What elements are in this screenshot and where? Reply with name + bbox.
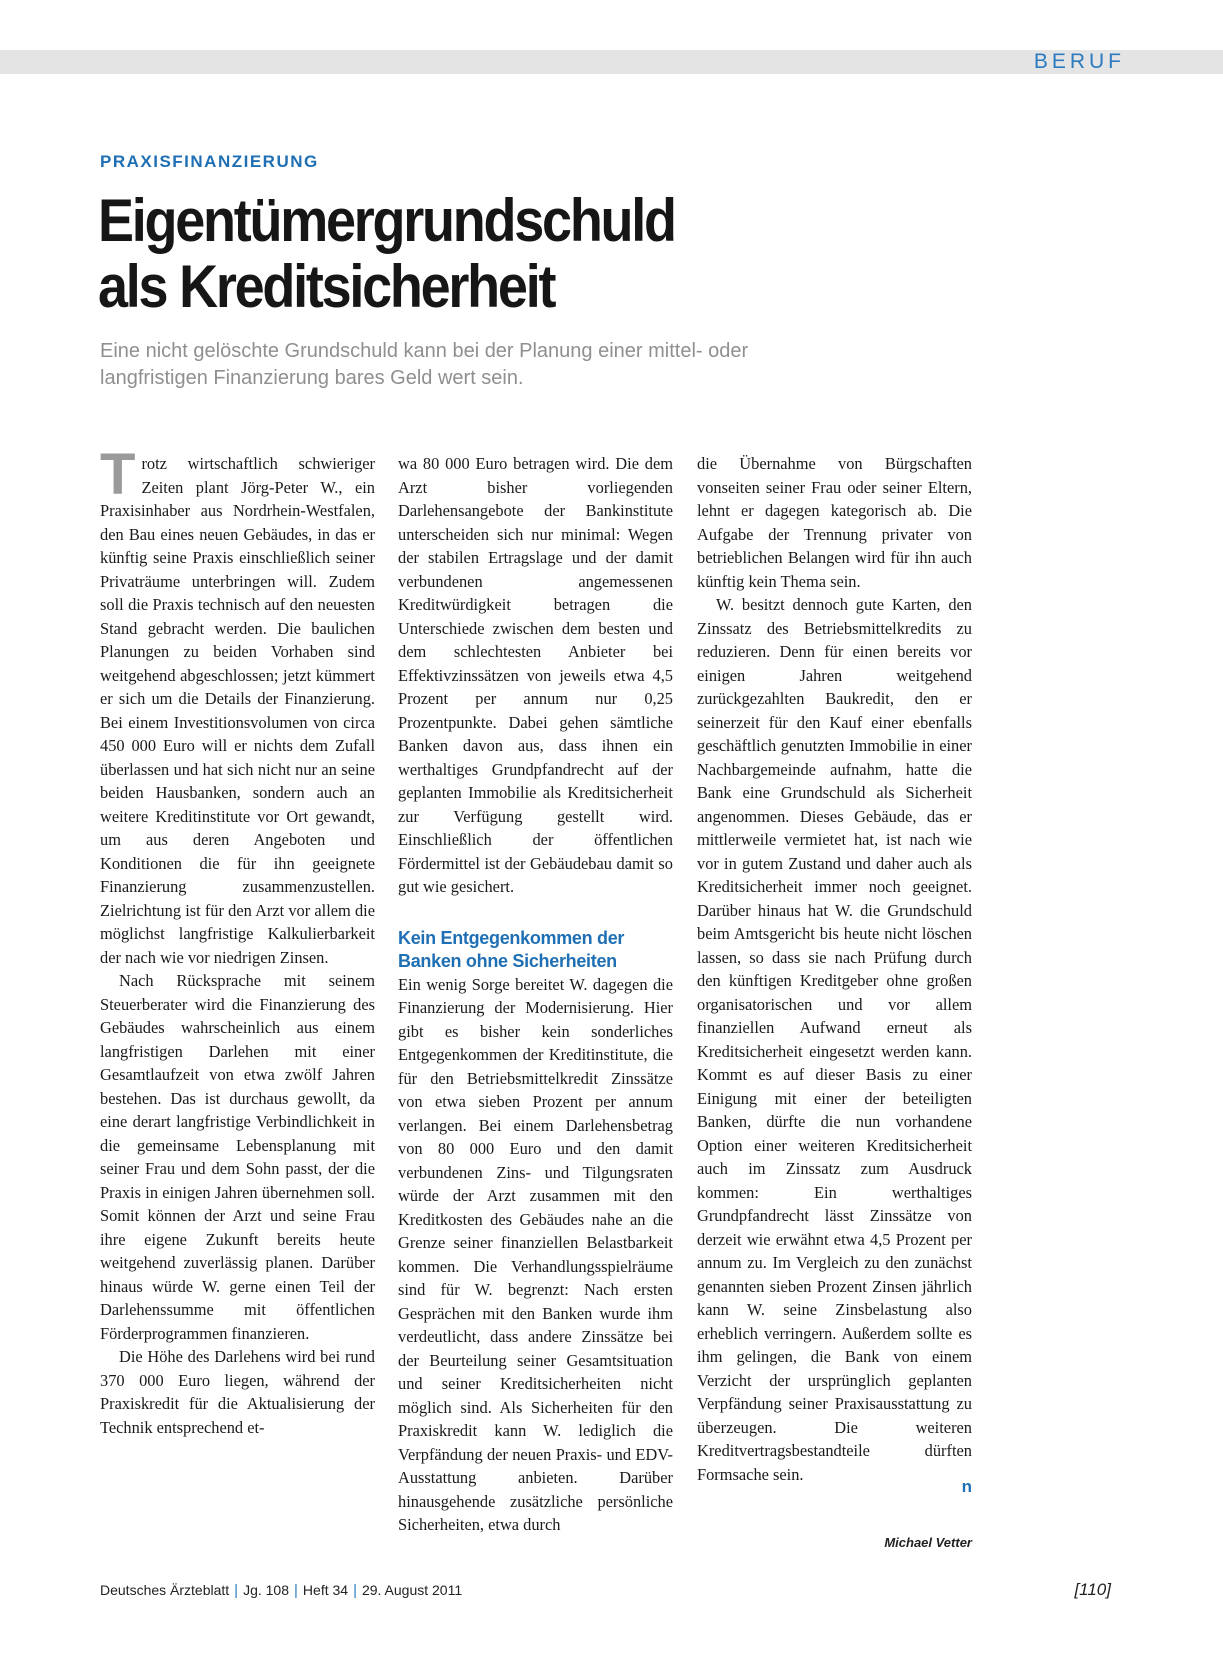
section-heading: Kein Entgegenkommen der Banken ohne Sicherheiten <box>398 927 625 971</box>
paragraph: wa 80 000 Euro betragen wird. Die dem Arzt bisher vorliegenden Darlehensangebote der Bankinstitute unterscheiden sich nur minimal: Wegen der stabilen Ertragslage und der damit verbundenen angemessenen Kreditwürdigkeit betragen die Unterschiede zwischen dem besten und dem schlechtesten Anbieter bei Effektivzinssätzen von jeweils etwa 4,5 Prozent per annum nur 0,25 Prozentpunkte. Dabei gehen sämtliche Banken davon aus, dass ihnen ein werthaltiges Grundpfandrecht auf der geplanten Immobilie als Kreditsicherheit zur Verfügung gestellt wird. Einschließlich der öffentlichen Fördermittel ist der Gebäudebau damit so gut wie gesichert. <box>398 454 673 896</box>
article-subtitle: Eine nicht gelöschte Grundschuld kann bei der Planung einer mittel- oder langfristigen Finanzierung bares Geld wert sein. <box>100 340 749 389</box>
section-label: BERUF <box>1033 50 1125 73</box>
article-column-1 <box>100 442 375 1439</box>
paragraph: Nach Rücksprache mit seinem Steuerberater wird die Finanzierung des Gebäudes wahrscheinlich aus einem langfristigen Darlehen mit einer Gesamtlaufzeit von etwa zwölf Jahren bestehen. Das ist durchaus gewollt, da eine derart langfristige Verbindlichkeit in die gemeinsame Lebensplanung mit seiner Frau und dem Sohn passt, der die Praxis in einigen Jahren übernehmen soll. Somit können der Arzt und seine Frau ihre eigene Zukunft bereits heute weitgehend zuverlässig planen. Darüber hinaus würde W. gerne einen Teil der Darlehenssumme mit öffentlichen Förderprogrammen finanzieren. <box>100 971 375 1343</box>
publication-name: Deutsches Ärzteblatt <box>100 1582 230 1598</box>
page-number: [110] <box>1074 1580 1111 1599</box>
article-column-2 <box>398 452 673 1537</box>
paragraph-text: rotz wirtschaftlich schwieriger Zeiten plant Jörg-Peter W., ein Praxisinhaber aus Nordrhein-Westfalen, den Bau eines neuen Gebäudes, in das er künftig seine Praxis einschließlich seiner Privaträume unterbringen will. Zudem soll die Praxis technisch auf den neuesten Stand gebracht werden. Die baulichen Planungen zu beiden Vorhaben sind weitgehend abgeschlossen; jetzt kümmert er sich um die Details der Finanzierung. Bei einem Investitionsvolumen von circa 450 000 Euro will er nichts dem Zufall überlassen und hat sich nicht nur an seine beiden Hausbanken, sondern auch an weitere Kreditinstitute vor Ort gewandt, um aus deren Angeboten und Konditionen die für ihn geeignete Finanzierung zusammenzustellen. Zielrichtung ist für den Arzt vor allem die möglichst langfristige Kalkulierbarkeit der nach wie vor niedrigen Zinsen. <box>100 454 375 967</box>
paragraph: die Übernahme von Bürgschaften vonseiten seiner Frau oder seiner Eltern, lehnt er dagegen kategorisch ab. Die Aufgabe der Trennung privater von betrieblichen Belangen wird für ihn auch künftig kein Thema sein. <box>697 454 972 591</box>
footer <box>100 1582 462 1599</box>
separator: | <box>353 1582 357 1599</box>
drop-cap: T <box>100 442 136 507</box>
separator: | <box>234 1582 239 1599</box>
paragraph: W. besitzt dennoch gute Karten, den Zinssatz des Betriebsmittelkredits zu reduzieren. Denn für einen bereits vor einigen Jahren weitgehend zurückgezahlten Baukredit, den er seinerzeit für den Kauf einer ebenfalls geschäftlich genutzten Immobilie in einer Nachbargemeinde aufnahm, hatte die Bank eine Grundschuld als Sicherheit angenommen. Dieses Gebäude, das er mittlerweile vermietet hat, ist nach wie vor in gutem Zustand und daher auch als Kreditsicherheit immer noch geeignet. Darüber hinaus hat W. die Grundschuld beim Amtsgericht bis heute nicht löschen lassen, so dass sie nach Prüfung durch den künftigen Kreditgeber ohne großen organisatorischen und vor allem finanziellen Aufwand erneut als Kreditsicherheit eingesetzt werden kann. Kommt es auf dieser Basis zu einer Einigung mit einer der beteiligten Banken, dürfte die nun vorhandene Option einer weiteren Kreditsicherheit auch im Zinssatz zum Ausdruck kommen: Ein werthaltiges Grundpfandrecht lässt Zinssätze von derzeit wie erwähnt etwa 4,5 Prozent per annum zu. Im Vergleich zu den zunächst genannten sieben Prozent Zinsen jährlich kann W. seine Zinsbelastung also erheblich verringern. Außerdem sollte es ihm gelingen, die Bank von einem Verzicht der ursprünglich geplanten Verpfändung seiner Praxisausstattung zu überzeugen. Die weiteren Kreditvertragsbestandteile dürften Formsache sein. <box>697 595 972 1484</box>
article-column-3 <box>697 452 972 1494</box>
separator: | <box>294 1582 298 1599</box>
end-mark: n <box>961 1477 972 1496</box>
author: Michael Vetter <box>884 1535 972 1550</box>
paragraph <box>100 442 375 969</box>
issue-date: 29. August 2011 <box>361 1582 463 1598</box>
article-title <box>98 188 728 320</box>
volume: Jg. 108 <box>243 1582 290 1598</box>
article-title-line-2: als Kreditsicherheit <box>98 253 555 320</box>
issue: Heft 34 <box>302 1582 349 1598</box>
article-title-line-1: Eigentümergrundschuld <box>98 187 675 254</box>
paragraph: Ein wenig Sorge bereitet W. dagegen die Finanzierung der Modernisierung. Hier gibt es bisher kein sonderliches Entgegenkommen der Kreditinstitute, die für den Betriebsmittelkredit Zinssätze von etwa sieben Prozent per annum verlangen. Bei einem Darlehensbetrag von 80 000 Euro und den damit verbundenen Zins- und Tilgungsraten würde der Arzt zusammen mit den Kreditkosten des Gebäudes nahe an die Grenze seiner finanziellen Belastbarkeit kommen. Die Verhandlungsspielräume sind für W. begrenzt: Nach ersten Gesprächen mit den Banken wurde ihm verdeutlicht, dass andere Zinssätze bei der Beurteilung seiner Gesamtsituation und seiner Kreditsicherheiten nicht möglich sind. Als Sicherheiten für den Praxiskredit kann W. lediglich die Verpfändung der neuen Praxis- und EDV-Ausstattung anbieten. Darüber hinausgehende zusätzliche persönliche Sicherheiten, etwa durch <box>398 974 673 1534</box>
paragraph: Die Höhe des Darlehens wird bei rund 370 000 Euro liegen, während der Praxiskredit für die Aktualisierung der Technik entsprechend et- <box>100 1347 375 1437</box>
article-kicker: PRAXISFINANZIERUNG <box>100 152 319 171</box>
